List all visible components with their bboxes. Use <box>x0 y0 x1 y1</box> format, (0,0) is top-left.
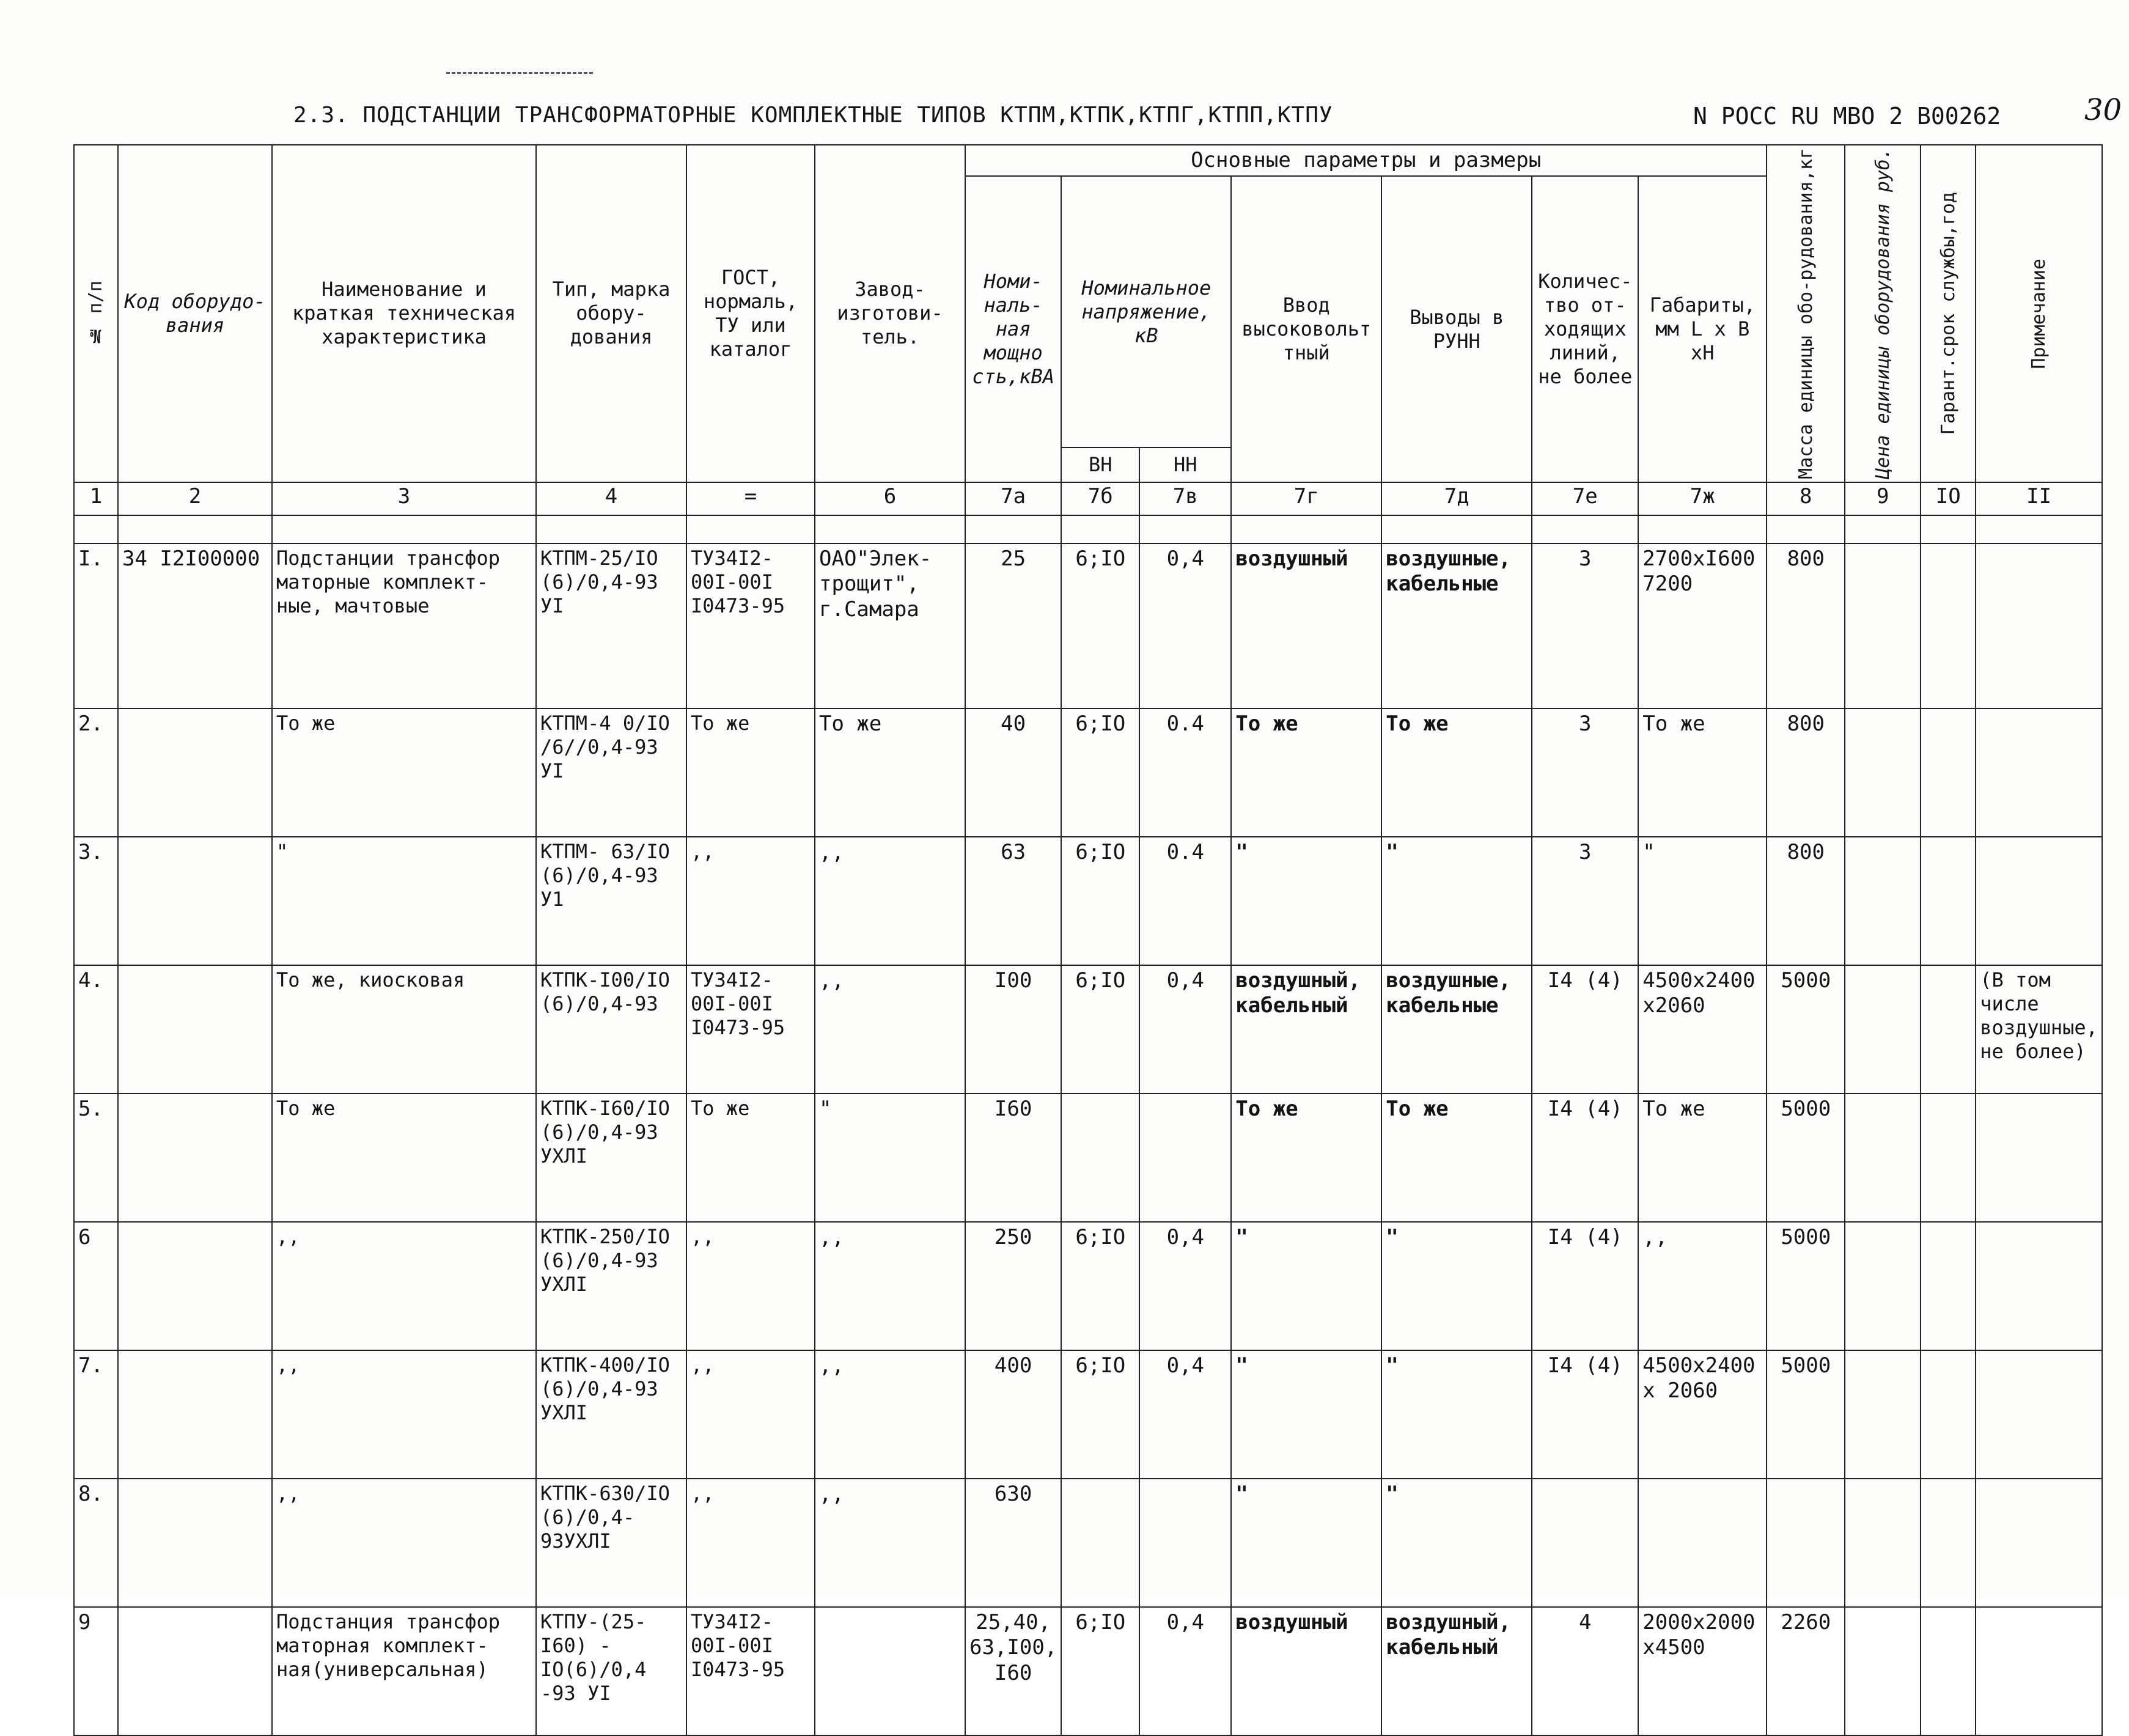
cell-gost: ,, <box>686 837 815 965</box>
cell-note <box>1976 1094 2102 1222</box>
cell-type: КТПК-I00/IO (6)/0,4-93 <box>536 965 686 1094</box>
cell-power: 25 <box>965 543 1061 708</box>
cell-dims <box>1638 1479 1767 1607</box>
cell-nn: 0,4 <box>1139 965 1231 1094</box>
cell-maker: ,, <box>815 1479 965 1607</box>
cell-warranty <box>1921 1350 1976 1479</box>
col-header-note: Примечание <box>1976 145 2102 482</box>
cell-vn: 6;IO <box>1061 708 1139 837</box>
cell-outputs: " <box>1381 837 1532 965</box>
cell-code <box>118 1607 272 1735</box>
cell-input: воздушный <box>1231 1607 1381 1735</box>
cell-power: 63 <box>965 837 1061 965</box>
cell-power: I60 <box>965 1094 1061 1222</box>
cell-vn <box>1061 1094 1139 1222</box>
cell-gost: ,, <box>686 1350 815 1479</box>
table-row <box>74 1479 2102 1607</box>
cell-input: " <box>1231 1350 1381 1479</box>
document-title: 2.3. ПОДСТАНЦИИ ТРАНСФОРМАТОРНЫЕ КОМПЛЕКТНЫЕ ТИПОВ КТПМ,КТПК,КТПГ,КТПП,КТПУ <box>293 103 1333 128</box>
cell-maker: ,, <box>815 837 965 965</box>
cell-note <box>1976 837 2102 965</box>
table-body <box>74 543 2102 1735</box>
cell-n: 5. <box>74 1094 118 1222</box>
cell-name: То же, киосковая <box>272 965 536 1094</box>
cell-dims: То же <box>1638 708 1767 837</box>
col-header-code: Код оборудо-вания <box>118 145 272 482</box>
cell-dims: 4500x2400 x2060 <box>1638 965 1767 1094</box>
cell-gost: ,, <box>686 1479 815 1607</box>
cell-warranty <box>1921 837 1976 965</box>
cell-price <box>1845 1479 1921 1607</box>
cell-n: 8. <box>74 1479 118 1607</box>
cell-n: 7. <box>74 1350 118 1479</box>
cell-lines: I4 (4) <box>1532 1350 1638 1479</box>
cell-price <box>1845 708 1921 837</box>
col-header-vn: ВН <box>1061 447 1139 482</box>
certificate-number: N РОСС RU МВО 2 В00262 <box>1693 103 2001 130</box>
cell-nn: 0,4 <box>1139 1222 1231 1350</box>
cell-gost: То же <box>686 1094 815 1222</box>
cell-nn: 0.4 <box>1139 708 1231 837</box>
cell-outputs: То же <box>1381 1094 1532 1222</box>
cell-name: ,, <box>272 1479 536 1607</box>
cell-code <box>118 1350 272 1479</box>
cell-lines: I4 (4) <box>1532 965 1638 1094</box>
cell-n: 4. <box>74 965 118 1094</box>
cell-name: То же <box>272 708 536 837</box>
table-row <box>74 1607 2102 1735</box>
cell-nn: 0.4 <box>1139 837 1231 965</box>
table-row <box>74 965 2102 1094</box>
cell-note: (В том числе воздушные, не более) <box>1976 965 2102 1094</box>
cell-code <box>118 708 272 837</box>
cell-maker <box>815 1607 965 1735</box>
cell-vn: 6;IO <box>1061 965 1139 1094</box>
col-header-gost: ГОСТ, нормаль, ТУ или каталог <box>686 145 815 482</box>
cell-mass: 5000 <box>1767 1094 1845 1222</box>
cell-name: Подстанция трансфор маторная комплект-ная(универсальная) <box>272 1607 536 1735</box>
cell-outputs: " <box>1381 1350 1532 1479</box>
cell-warranty <box>1921 708 1976 837</box>
table-row <box>74 708 2102 837</box>
cell-input: То же <box>1231 708 1381 837</box>
cell-mass: 800 <box>1767 837 1845 965</box>
cell-maker: ,, <box>815 1350 965 1479</box>
cell-input: воздушный <box>1231 543 1381 708</box>
cell-dims: " <box>1638 837 1767 965</box>
cell-note <box>1976 1607 2102 1735</box>
col-header-hv-input: Ввод высоковольт тный <box>1231 176 1381 482</box>
cell-lines: 3 <box>1532 708 1638 837</box>
cell-price <box>1845 1350 1921 1479</box>
cell-type: КТПУ-(25-I60) -IO(6)/0,4 -93 УI <box>536 1607 686 1735</box>
cell-type: КТПК-250/IO (6)/0,4-93 УХЛI <box>536 1222 686 1350</box>
cell-mass: 5000 <box>1767 965 1845 1094</box>
cell-nn <box>1139 1094 1231 1222</box>
cell-nn: 0,4 <box>1139 543 1231 708</box>
col-header-power: Номи-наль-ная мощно сть,кВА <box>965 176 1061 482</box>
cell-type: КТПК-630/IO (6)/0,4-93УХЛI <box>536 1479 686 1607</box>
cell-lines <box>1532 1479 1638 1607</box>
table-row <box>74 543 2102 708</box>
cell-outputs: воздушные, кабельные <box>1381 543 1532 708</box>
col-header-voltage: Номинальное напряжение, кВ <box>1061 176 1231 447</box>
col-header-warranty: Гарант.срок службы,год <box>1921 145 1976 482</box>
cell-input: То же <box>1231 1094 1381 1222</box>
cell-input: воздушный, кабельный <box>1231 965 1381 1094</box>
cell-input: " <box>1231 837 1381 965</box>
cell-gost: То же <box>686 708 815 837</box>
cell-code <box>118 1479 272 1607</box>
cell-price <box>1845 543 1921 708</box>
cell-code <box>118 965 272 1094</box>
cell-mass: 800 <box>1767 708 1845 837</box>
col-header-type: Тип, марка обору-дования <box>536 145 686 482</box>
table-row <box>74 1222 2102 1350</box>
cell-input: " <box>1231 1479 1381 1607</box>
cell-dims: 2000x2000 x4500 <box>1638 1607 1767 1735</box>
cell-maker: ,, <box>815 965 965 1094</box>
cell-mass: 5000 <box>1767 1350 1845 1479</box>
cell-vn: 6;IO <box>1061 1607 1139 1735</box>
col-header-outputs: Выводы в РУНН <box>1381 176 1532 482</box>
spacer-row <box>74 515 2102 543</box>
cell-vn <box>1061 1479 1139 1607</box>
cell-lines: 3 <box>1532 543 1638 708</box>
cell-outputs: воздушный, кабельный <box>1381 1607 1532 1735</box>
cell-n: 3. <box>74 837 118 965</box>
cell-maker: ОАО"Элек-трощит", г.Самара <box>815 543 965 708</box>
cell-n: 2. <box>74 708 118 837</box>
cell-type: КТПК-400/IO (6)/0,4-93 УХЛI <box>536 1350 686 1479</box>
cell-dims: ,, <box>1638 1222 1767 1350</box>
cell-outputs: " <box>1381 1222 1532 1350</box>
cell-gost: ТУ34I2-00I-00I I0473-95 <box>686 965 815 1094</box>
cell-vn: 6;IO <box>1061 543 1139 708</box>
cell-maker: " <box>815 1094 965 1222</box>
cell-price <box>1845 1607 1921 1735</box>
cell-warranty <box>1921 1607 1976 1735</box>
cell-dims: 4500x2400 x 2060 <box>1638 1350 1767 1479</box>
cell-gost: ТУ34I2-00I-00I I0473-95 <box>686 543 815 708</box>
cell-power: I00 <box>965 965 1061 1094</box>
cell-price <box>1845 837 1921 965</box>
cell-note <box>1976 1479 2102 1607</box>
cell-type: КТПК-I60/IO (6)/0,4-93 УХЛI <box>536 1094 686 1222</box>
cell-note <box>1976 708 2102 837</box>
index-row: 1 2 3 4 = 6 7а 7б 7в 7г 7д 7е 7ж 8 9 IO II <box>74 482 2102 515</box>
cell-mass: 2260 <box>1767 1607 1845 1735</box>
cell-type: КТПМ-4 0/IO /6//0,4-93 УI <box>536 708 686 837</box>
cell-code <box>118 837 272 965</box>
cell-vn: 6;IO <box>1061 1222 1139 1350</box>
table-row <box>74 837 2102 965</box>
cell-vn: 6;IO <box>1061 1350 1139 1479</box>
col-header-price: Цена единицы оборудования руб. <box>1845 145 1921 482</box>
cell-lines: 4 <box>1532 1607 1638 1735</box>
cell-outputs: воздушные, кабельные <box>1381 965 1532 1094</box>
cell-type: КТПМ-25/IO (6)/0,4-93 УI <box>536 543 686 708</box>
col-header-nn: НН <box>1139 447 1231 482</box>
cell-lines: I4 (4) <box>1532 1094 1638 1222</box>
cell-note <box>1976 1222 2102 1350</box>
table-row <box>74 1350 2102 1479</box>
cell-type: КТПМ- 63/IO (6)/0,4-93 У1 <box>536 837 686 965</box>
col-header-number: № п/п <box>74 145 118 482</box>
cell-price <box>1845 965 1921 1094</box>
cell-warranty <box>1921 1222 1976 1350</box>
cell-power: 250 <box>965 1222 1061 1350</box>
cell-code: 34 I2I00000 <box>118 543 272 708</box>
cell-code <box>118 1094 272 1222</box>
cell-outputs: То же <box>1381 708 1532 837</box>
col-header-dimensions: Габариты, мм L x B xH <box>1638 176 1767 482</box>
cell-warranty <box>1921 1479 1976 1607</box>
cell-note <box>1976 543 2102 708</box>
cell-nn: 0,4 <box>1139 1607 1231 1735</box>
cell-power: 400 <box>965 1350 1061 1479</box>
col-header-name: Наименование и краткая техническая характеристика <box>272 145 536 482</box>
ink-smudge <box>446 72 593 78</box>
cell-n: 9 <box>74 1607 118 1735</box>
cell-vn: 6;IO <box>1061 837 1139 965</box>
cell-maker: То же <box>815 708 965 837</box>
cell-power: 40 <box>965 708 1061 837</box>
cell-name: " <box>272 837 536 965</box>
cell-warranty <box>1921 1094 1976 1222</box>
cell-price <box>1845 1094 1921 1222</box>
cell-input: " <box>1231 1222 1381 1350</box>
cell-name: ,, <box>272 1222 536 1350</box>
cell-dims: 2700xI600 7200 <box>1638 543 1767 708</box>
cell-name: Подстанции трансфор маторные комплект-ные, мачтовые <box>272 543 536 708</box>
cell-nn: 0,4 <box>1139 1350 1231 1479</box>
col-header-main-params: Основные параметры и размеры <box>965 145 1767 176</box>
cell-n: I. <box>74 543 118 708</box>
cell-note <box>1976 1350 2102 1479</box>
table-row <box>74 1094 2102 1222</box>
page-number: 30 <box>2084 93 2122 127</box>
cell-maker: ,, <box>815 1222 965 1350</box>
cell-mass: 800 <box>1767 543 1845 708</box>
cell-power: 25,40, 63,I00, I60 <box>965 1607 1061 1735</box>
cell-mass: 5000 <box>1767 1222 1845 1350</box>
cell-outputs: " <box>1381 1479 1532 1607</box>
cell-warranty <box>1921 543 1976 708</box>
cell-name: ,, <box>272 1350 536 1479</box>
cell-lines: I4 (4) <box>1532 1222 1638 1350</box>
cell-dims: То же <box>1638 1094 1767 1222</box>
cell-code <box>118 1222 272 1350</box>
cell-lines: 3 <box>1532 837 1638 965</box>
cell-power: 630 <box>965 1479 1061 1607</box>
cell-nn <box>1139 1479 1231 1607</box>
cell-gost: ,, <box>686 1222 815 1350</box>
equipment-table <box>73 144 2103 1736</box>
cell-name: То же <box>272 1094 536 1222</box>
cell-price <box>1845 1222 1921 1350</box>
col-header-mass: Масса единицы обо-рудования,кг <box>1767 145 1845 482</box>
cell-warranty <box>1921 965 1976 1094</box>
cell-gost: ТУ34I2-00I-00I I0473-95 <box>686 1607 815 1735</box>
cell-mass <box>1767 1479 1845 1607</box>
col-header-lines: Количес-тво от-ходящих линий, не более <box>1532 176 1638 482</box>
col-header-maker: Завод-изготови-тель. <box>815 145 965 482</box>
cell-n: 6 <box>74 1222 118 1350</box>
